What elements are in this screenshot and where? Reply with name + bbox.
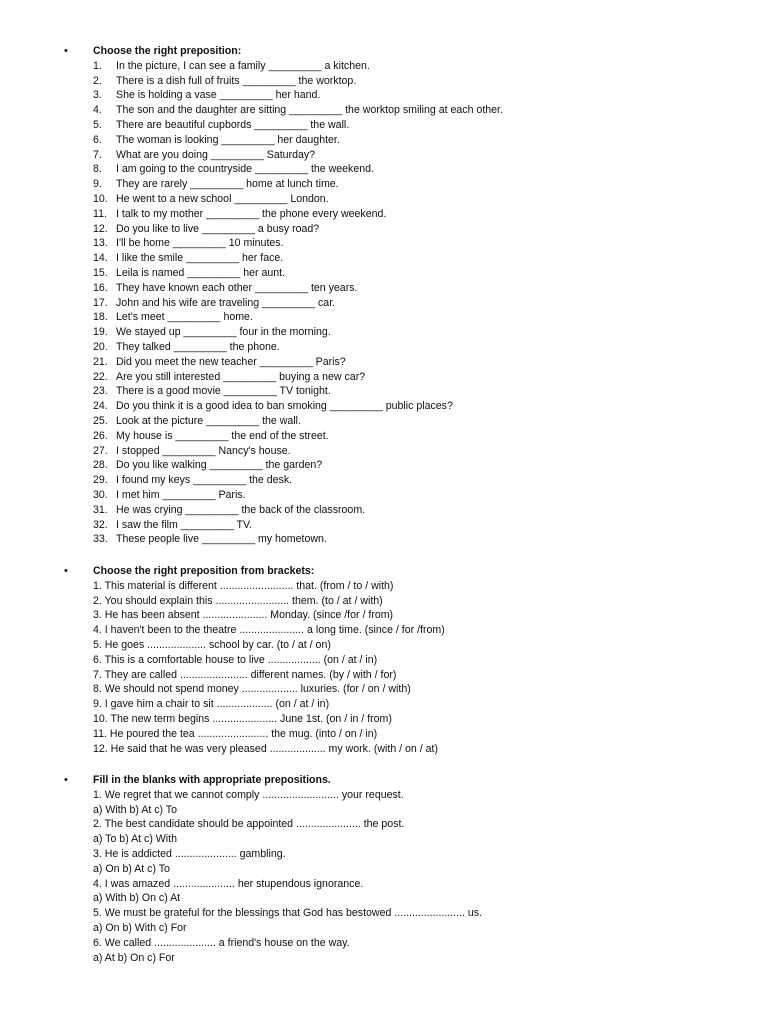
exercise-item [0,444,768,459]
item-text: Do you like to live _________ a busy road? [116,222,320,235]
exercise-item [0,192,768,207]
item-number: 21. [93,355,108,368]
item-text: 4. I haven't been to the theatre ...................... a long time. (since / for /from) [93,624,445,637]
exercise-item [0,473,768,488]
section-heading: Choose the right preposition: [93,45,242,57]
section-choose-preposition [0,44,768,547]
exercise-item [0,118,768,133]
item-number: 20. [93,340,108,353]
item-text: 6. This is a comfortable house to live .................. (on / at / in) [93,653,378,666]
exercise-item [0,788,768,803]
exercise-list [0,788,768,966]
exercise-item [0,458,768,473]
exercise-item [0,74,768,89]
exercise-item [0,951,768,966]
exercise-item [0,355,768,370]
exercise-item [0,803,768,818]
exercise-item [0,518,768,533]
item-text: I like the smile _________ her face. [116,252,284,265]
exercise-item [0,281,768,296]
item-text: 5. We must be grateful for the blessings that God has bestowed ........................ us. [93,907,483,920]
exercise-item [0,817,768,832]
item-number: 4. [93,104,102,117]
item-number: 30. [93,488,108,501]
item-number: 13. [93,237,108,250]
exercise-item [0,488,768,503]
exercise-item [0,222,768,237]
item-text: In the picture, I can see a family _________ a kitchen. [116,59,370,72]
exercise-item [0,236,768,251]
item-number: 14. [93,252,108,265]
item-text: There is a dish full of fruits _________ the worktop. [116,74,357,87]
item-text: I saw the film _________ TV. [116,518,253,531]
exercise-item [0,251,768,266]
bullet-icon: • [64,565,68,577]
exercise-item [0,579,768,594]
item-number: 25. [93,414,108,427]
section-fill-in-blanks [0,773,768,965]
exercise-item [0,906,768,921]
item-text: 10. The new term begins ...................... June 1st. (on / in / from) [93,712,392,725]
exercise-list [0,59,768,547]
bullet-icon: • [64,774,68,786]
item-number: 7. [93,148,102,161]
exercise-list [0,579,768,757]
exercise-item [0,266,768,281]
exercise-item [0,608,768,623]
exercise-item [0,162,768,177]
item-text: The son and the daughter are sitting _________ the worktop smiling at each other. [116,104,503,117]
item-text: 2. The best candidate should be appointed ...................... the post. [93,818,405,831]
item-number: 11. [93,207,107,220]
section-preposition-from-brackets [0,564,768,756]
section-heading-row [0,44,768,59]
item-number: 26. [93,429,108,442]
exercise-item [0,103,768,118]
item-text: I stopped _________ Nancy's house. [116,444,291,457]
exercise-item [0,832,768,847]
exercise-item [0,177,768,192]
item-number: 12. [93,222,108,235]
exercise-item [0,638,768,653]
item-text: What are you doing _________ Saturday? [116,148,316,161]
item-text: They talked _________ the phone. [116,340,280,353]
item-text: Let's meet _________ home. [116,311,253,324]
item-text: Look at the picture _________ the wall. [116,414,301,427]
item-text: 5. He goes .................... school by car. (to / at / on) [93,638,331,651]
item-text: 4. I was amazed ..................... her stupendous ignorance. [93,877,364,890]
item-text: a) At b) On c) For [93,951,175,964]
item-text: I talk to my mother _________ the phone every weekend. [116,207,387,220]
exercise-item [0,921,768,936]
item-number: 17. [93,296,108,309]
item-text: The woman is looking _________ her daughter. [116,133,340,146]
item-number: 16. [93,281,108,294]
exercise-item [0,88,768,103]
item-text: a) With b) On c) At [93,892,181,905]
item-text: I'll be home _________ 10 minutes. [116,237,284,250]
item-text: These people live _________ my hometown. [116,533,327,546]
exercise-item [0,891,768,906]
item-number: 18. [93,311,108,324]
exercise-item [0,862,768,877]
item-number: 24. [93,400,108,413]
item-text: John and his wife are traveling _________ car. [116,296,336,309]
section-heading: Fill in the blanks with appropriate prepositions. [93,774,331,786]
item-text: She is holding a vase _________ her hand. [116,89,321,102]
exercise-item [0,325,768,340]
item-text: I met him _________ Paris. [116,488,246,501]
exercise-item [0,594,768,609]
item-number: 28. [93,459,108,472]
exercise-item [0,340,768,355]
section-heading-row [0,773,768,788]
item-text: I found my keys _________ the desk. [116,474,293,487]
exercise-item [0,399,768,414]
exercise-item [0,414,768,429]
item-number: 22. [93,370,108,383]
item-number: 2. [93,74,102,87]
item-number: 3. [93,89,102,102]
item-number: 32. [93,518,108,531]
item-text: 12. He said that he was very pleased ................... my work. (with / on / at) [93,742,439,755]
item-number: 9. [93,178,102,191]
item-text: a) With b) At c) To [93,803,177,816]
item-text: 9. I gave him a chair to sit ................... (on / at / in) [93,698,330,711]
item-number: 19. [93,326,108,339]
exercise-item [0,296,768,311]
exercise-item [0,727,768,742]
item-text: 7. They are called ....................... different names. (by / with / for) [93,668,397,681]
item-text: a) To b) At c) With [93,833,177,846]
exercise-item [0,503,768,518]
item-number: 33. [93,533,108,546]
exercise-item [0,877,768,892]
item-text: Do you like walking _________ the garden? [116,459,323,472]
exercise-item [0,148,768,163]
bullet-icon: • [64,45,68,57]
item-text: He was crying _________ the back of the classroom. [116,503,366,516]
exercise-item [0,207,768,222]
exercise-item [0,668,768,683]
item-number: 23. [93,385,108,398]
exercise-item [0,370,768,385]
item-text: 1. We regret that we cannot comply .......................... your request. [93,788,404,801]
item-number: 29. [93,474,108,487]
item-number: 27. [93,444,108,457]
exercise-item [0,697,768,712]
item-number: 31. [93,503,108,516]
item-text: a) On b) With c) For [93,921,187,934]
item-text: a) On b) At c) To [93,862,170,875]
exercise-item [0,653,768,668]
exercise-item [0,429,768,444]
item-number: 6. [93,133,102,146]
item-number: 10. [93,192,108,205]
exercise-item [0,682,768,697]
exercise-item [0,133,768,148]
item-text: They are rarely _________ home at lunch time. [116,178,339,191]
exercise-item [0,384,768,399]
exercise-item [0,532,768,547]
item-text: 2. You should explain this ......................... them. (to / at / with) [93,594,383,607]
item-text: Are you still interested _________ buying a new car? [116,370,366,383]
item-text: Leila is named _________ her aunt. [116,266,286,279]
exercise-item [0,310,768,325]
item-text: There is a good movie _________ TV tonight. [116,385,331,398]
item-text: Do you think it is a good idea to ban smoking _________ public places? [116,400,453,413]
item-text: We stayed up _________ four in the morning. [116,326,331,339]
item-text: There are beautiful cupbords _________ the wall. [116,118,350,131]
exercise-item [0,623,768,638]
item-number: 1. [93,59,102,72]
exercise-item [0,59,768,74]
item-text: He went to a new school _________ London. [116,192,329,205]
section-heading-row [0,564,768,579]
item-text: 3. He is addicted ..................... gambling. [93,847,286,860]
item-text: 11. He poured the tea ........................ the mug. (into / on / in) [93,727,378,740]
item-text: 3. He has been absent ...................... Monday. (since /for / from) [93,609,394,622]
item-text: They have known each other _________ ten years. [116,281,358,294]
item-text: Did you meet the new teacher _________ Paris? [116,355,346,368]
item-text: My house is _________ the end of the street. [116,429,329,442]
item-number: 8. [93,163,102,176]
item-text: 8. We should not spend money ................... luxuries. (for / on / with) [93,683,411,696]
exercise-item [0,742,768,757]
item-number: 15. [93,266,108,279]
item-text: 6. We called ..................... a friend's house on the way. [93,936,350,949]
item-number: 5. [93,118,102,131]
exercise-item [0,936,768,951]
section-heading: Choose the right preposition from brackets: [93,565,315,577]
item-text: 1. This material is different ......................... that. (from / to / with) [93,579,394,592]
item-text: I am going to the countryside _________ the weekend. [116,163,374,176]
exercise-item [0,712,768,727]
exercise-item [0,847,768,862]
